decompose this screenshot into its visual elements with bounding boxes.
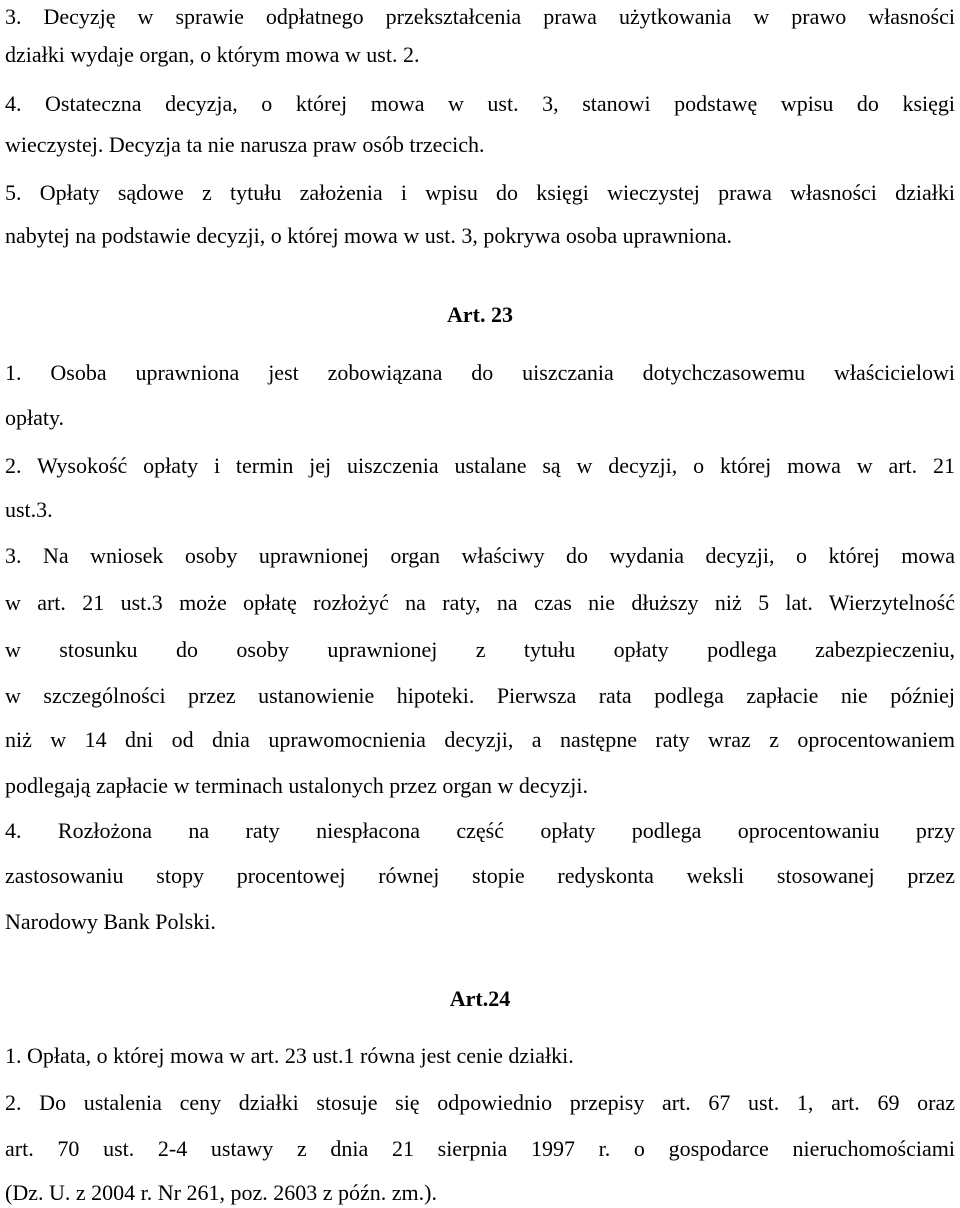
paragraph-line: opłaty. [5, 405, 65, 430]
paragraph-line: niż w 14 dni od dnia uprawomocnienia decyzji, a następne raty wraz z oprocentowaniem [5, 727, 955, 752]
paragraph-line: Narodowy Bank Polski. [5, 909, 216, 934]
paragraph-line: działki wydaje organ, o którym mowa w ust. 2. [5, 42, 420, 67]
article-heading: Art.24 [449, 986, 511, 1011]
paragraph-line: 4. Rozłożona na raty niespłacona część opłaty podlega oprocentowaniu przy [5, 818, 955, 843]
paragraph-line: 2. Wysokość opłaty i termin jej uiszczenia ustalane są w decyzji, o której mowa w art. 21 [5, 453, 955, 478]
paragraph-line: wieczystej. Decyzja ta nie narusza praw osób trzecich. [5, 132, 485, 157]
paragraph-line: 3. Na wniosek osoby uprawnionej organ właściwy do wydania decyzji, o której mowa [5, 543, 955, 568]
paragraph-line: art. 70 ust. 2-4 ustawy z dnia 21 sierpnia 1997 r. o gospodarce nieruchomościami [5, 1136, 955, 1161]
paragraph-line: 4. Ostateczna decyzja, o której mowa w ust. 3, stanowi podstawę wpisu do księgi [5, 91, 955, 116]
paragraph-line: zastosowaniu stopy procentowej równej stopie redyskonta weksli stosowanej przez [5, 863, 955, 888]
paragraph-line: 3. Decyzję w sprawie odpłatnego przekształcenia prawa użytkowania w prawo własności [5, 4, 955, 29]
paragraph-line: 5. Opłaty sądowe z tytułu założenia i wpisu do księgi wieczystej prawa własności działki [5, 180, 955, 205]
paragraph-line: podlegają zapłacie w terminach ustalonych przez organ w decyzji. [5, 773, 588, 798]
paragraph-line: ust.3. [5, 497, 53, 522]
article-heading: Art. 23 [447, 302, 513, 327]
paragraph-line: 1. Osoba uprawniona jest zobowiązana do uiszczania dotychczasowemu właścicielowi [5, 360, 955, 385]
paragraph-line: w szczególności przez ustanowienie hipoteki. Pierwsza rata podlega zapłacie nie później [5, 683, 955, 708]
paragraph-line: w stosunku do osoby uprawnionej z tytułu opłaty podlega zabezpieczeniu, [5, 637, 955, 662]
paragraph-line: 2. Do ustalenia ceny działki stosuje się odpowiednio przepisy art. 67 ust. 1, art. 69 oraz [5, 1090, 955, 1115]
paragraph-line: (Dz. U. z 2004 r. Nr 261, poz. 2603 z późn. zm.). [5, 1180, 437, 1205]
paragraph-line: 1. Opłata, o której mowa w art. 23 ust.1 równa jest cenie działki. [5, 1043, 574, 1068]
paragraph-line: w art. 21 ust.3 może opłatę rozłożyć na raty, na czas nie dłuższy niż 5 lat. Wierzytelność [5, 590, 955, 615]
paragraph-line: nabytej na podstawie decyzji, o której mowa w ust. 3, pokrywa osoba uprawniona. [5, 223, 733, 248]
